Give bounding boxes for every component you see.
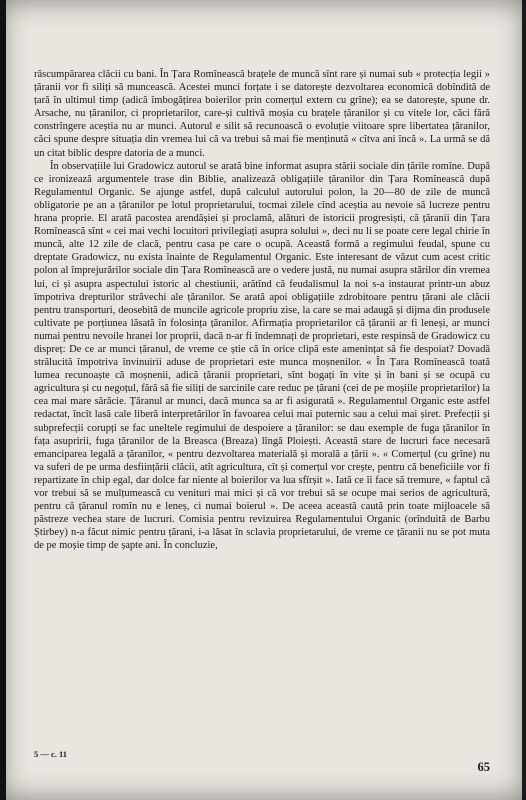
page-left-shadow <box>0 0 6 800</box>
page-right-shadow <box>522 0 526 800</box>
printer-signature: 5 — c. 11 <box>34 749 68 759</box>
paragraph-1: răscumpărarea clăcii cu bani. În Țara Romînească brațele de muncă sînt rare și numai sub « protecția legii » țăranii vor fi siliți să muncească. Acestei munci forțate i se datorește dezvoltarea economică dobîndită de țară în ultimul timp (adică îmbogățirea boierilor prin comerțul extern cu grîne); ea se datorește, spune dr. Arsache, nu țăranilor, ci proprietarilor, care-și cultivă moșia cu brațele țăranilor și cu vitele lor, căci fără constrîngere aceștia nu ar munci. Autorul e silit să recunoască o evoluție viitoare spre libertatea țăranilor, căci spune despre situația din vremea lui că va trebui să mai fie menținută « cîtva ani încă ». La urmă se dă un citat biblic despre datoria de a munci. <box>34 69 490 159</box>
paragraph-2: În observațiile lui Gradowicz autorul se arată bine informat asupra stării sociale din țările romîne. După ce ironizează argumentele trase din Biblie, analizează obligațiile țăranilor din Țara Romînească după Regulamentul Organic. Se ajunge astfel, după calculul autorului polon, la 20—80 de zile de muncă obligatorie pe an a țăranilor pe lotul proprietarului, tocmai zilele cînd aceștia au nevoie să lucreze pentru hrana proprie. El arată pacostea arendășiei și proclamă, alături de istoricii progresiști, că țăranii din Țara Romînească sînt « cei mai vechi locuitori privilegiați asupra solului », deci nu li se poate cere legal chirie în muncă, alte 12 zile de clacă, pentru casa pe care o ocupă. Această formă a regimului feudal, spune cu dreptate Gradowicz, nu exista înainte de Regulamentul Organic. Este interesant de văzut cum acest critic polon al împrejurărilor sociale din Țara Romînească are o vedere justă, nu numai asupra stărilor din vremea lui, ci și asupra aspectului istoric al chestiunii, arătînd că feudalismul la noi s-a instaurat printr-un abuz împotriva drepturilor străvechi ale țăranilor. Se arată apoi obligațiile zdrobitoare pentru țărani ale clăcii pentru transporturi, deosebită de muncile agricole propriu zise, la care se mai adaugă și dijma din produsele cultivate pe porțiunea lăsată în folosința țăranilor. Afirmația proprietarilor că țăranii ar fi leneși, ar munci numai pentru nevoile hranei lor proprii, dacă n-ar fi îndemnați de proprietari, este respinsă de Gradowicz cu dispreț: De ce ar munci țăranul, de vreme ce știe că în orice clipă este amenințat să fie despoiat? Dovadă strălucită împotriva învinuirii aduse de proprietari este munca moșnenilor. « În Țara Romînească toată lumea recunoaște că moșnenii, adică țăranii proprietari, sînt bogați în vite și în bani și se ocupă cu agricultura și cu negoțul, fără să fie siliți de sarcinile care reduc pe țărani (cei de pe moșiile proprietarilor) la cea mai mare sărăcie. Țăranul ar munci, dacă munca sa ar fi asigurată ». Regulamentul Organic este astfel redactat, încît lasă cale liberă interpretărilor în favoarea celui mai puternic sau a celui mai șiret. Prefecții și subprefecții corupți se fac uneltele regimului de despoiere a țăranilor: se dau exemple de fuga țăranilor în fața asupririi, fuga țăranilor de la Breasca (Breaza) lîngă Ploiești. Această stare de lucruri face necesară emanciparea legală a țăranilor, « pentru dezvoltarea materială și morală a țării ». « Comerțul (cu grîne) nu va suferi de pe urma desființării clăcii, atît agricultura, cît și comerțul vor crește, pentru că beneficiile vor fi repartizate în chip egal, dar dolce far niente al boierilor va lua sfîrșit ». Iată ce îi face să tremure, « faptul că vor trebui să se mulțumească cu venituri mai mici și că vor trebui să se ocupe mai serios de agricultură, pentru că țăranul romîn nu e leneș, ci numai boierul ». De aceea această caută prin toate mijloacele să păstreze vechea stare de lucruri. Comisia pentru revizuirea Regulamentului Organic (orînduită de Barbu Știrbey) n-a făcut nimic pentru țărani, i-a lăsat în sclavia proprietarului, de vreme ce țăranii nu se pot muta de pe moșie timp de șapte ani. În concluzie, <box>34 160 490 552</box>
page-number: 65 <box>477 760 490 774</box>
body-text <box>34 68 490 552</box>
